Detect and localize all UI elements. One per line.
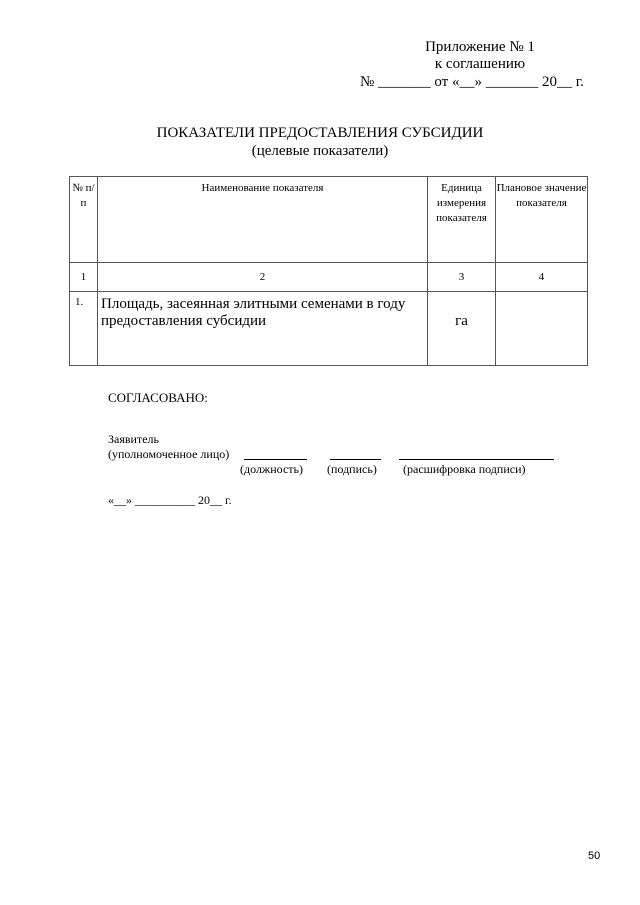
indicator-unit: га (428, 292, 496, 366)
decoding-line (399, 459, 554, 460)
signature-line (330, 459, 381, 460)
position-label: (должность) (240, 462, 303, 476)
date-line: «__» __________ 20__ г. (108, 493, 232, 507)
document-subtitle: (целевые показатели) (251, 143, 389, 159)
header-unit: Единица измерения показателя (428, 177, 496, 263)
applicant-label: Заявитель (108, 432, 159, 446)
document-title: ПОКАЗАТЕЛИ ПРЕДОСТАВЛЕНИЯ СУБСИДИИ (156, 125, 484, 141)
column-number: 4 (496, 263, 588, 292)
agreed-label: СОГЛАСОВАНО: (108, 390, 208, 405)
column-number-row (70, 263, 588, 292)
decoding-caption: (расшифровка подписи) (403, 462, 526, 476)
header-planned-value: Плановое значение показателя (496, 177, 588, 263)
column-number: 3 (428, 263, 496, 292)
appendix-agreement-ref: к соглашению (434, 56, 526, 72)
table-header-row (70, 177, 588, 263)
column-number: 1 (70, 263, 98, 292)
column-number: 2 (98, 263, 428, 292)
authorized-person-label: (уполномоченное лицо) (108, 447, 230, 461)
signature-caption: (подпись) (327, 462, 377, 476)
page-number: 50 (588, 850, 601, 862)
table-row (70, 292, 588, 366)
indicators-table (69, 176, 588, 366)
position-line (244, 459, 307, 460)
appendix-title: Приложение № 1 (425, 39, 535, 55)
row-number: 1. (70, 292, 98, 366)
appendix-agreement-number: № _______ от «__» _______ 20__ г. (360, 74, 584, 90)
indicator-name: Площадь, засеянная элитными семенами в году предоставления субсидии (98, 292, 428, 366)
indicator-planned-value (496, 292, 588, 366)
header-num: № п/п (70, 177, 98, 263)
header-name: Наименование показателя (98, 177, 428, 263)
